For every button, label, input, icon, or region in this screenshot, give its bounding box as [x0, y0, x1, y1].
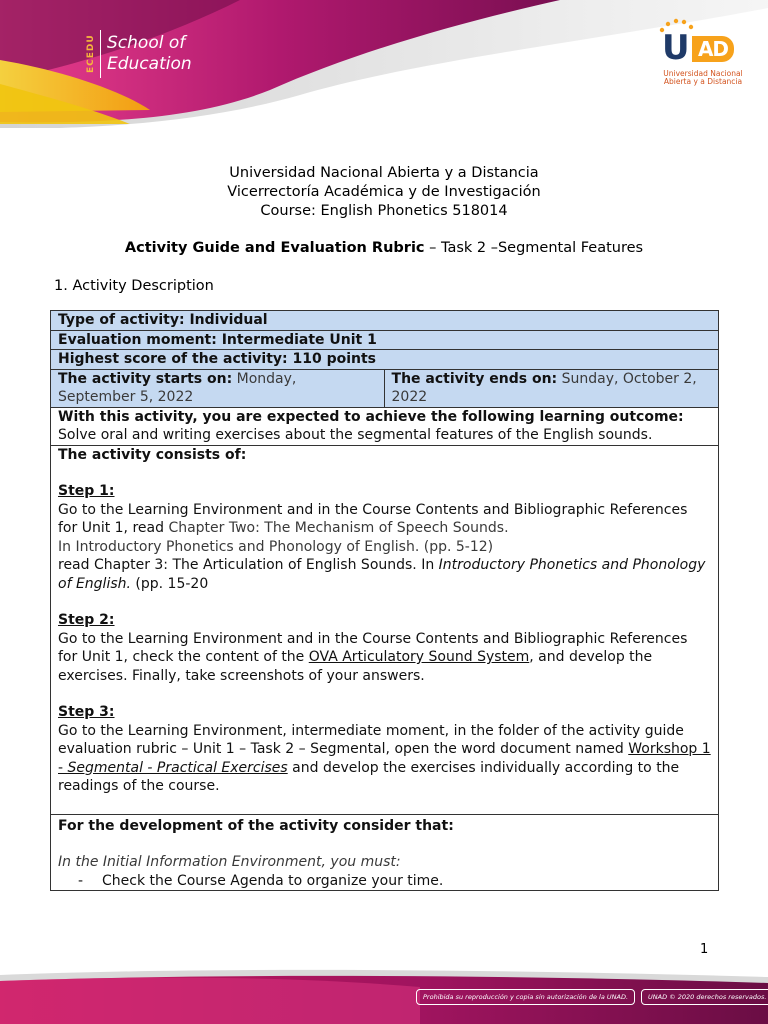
ecedu-tag: ECEDU	[86, 30, 101, 78]
ova-link[interactable]: OVA Articulatory Sound System	[308, 649, 530, 665]
section-heading: 1. Activity Description	[54, 278, 214, 294]
unad-sub-line2: Abierta y a Distancia	[663, 77, 743, 86]
page-footer	[0, 965, 768, 1024]
workshop-link-part2: Segmental - Practical Exercises	[67, 759, 288, 776]
school-logo-line1: School of	[107, 33, 186, 53]
development-label: For the development of the activity consider that:	[58, 817, 454, 834]
start-label: The activity starts on:	[58, 370, 233, 387]
vice-rectory-title: Vicerrectoría Académica y de Investigación	[227, 184, 541, 200]
evaluation-moment-cell: Evaluation moment: Intermediate Unit 1	[51, 330, 719, 350]
unad-sub-line1: Universidad Nacional	[663, 69, 743, 78]
activity-steps-cell	[51, 445, 719, 814]
step3-part-a: Go to the Learning Environment, intermediate moment, in the folder of the activity guide evaluation rubric – Unit 1 – Task 2 – Segmental, open the word document named	[58, 722, 684, 757]
step1-book-title: Introductory Phonetics and Phonology of English.	[58, 557, 706, 592]
step1-part-d: read Chapter 3: The Articulation of English Sounds. In	[58, 557, 439, 573]
step1-text	[58, 501, 711, 538]
guide-title-bold: Activity Guide and Evaluation Rubric	[124, 240, 425, 256]
activity-type-cell: Type of activity: Individual	[51, 311, 719, 331]
step2-part-a: Go to the Learning Environment and in the Course Contents and Bibliographic References for Unit 1, check the content of the	[58, 630, 688, 665]
course-title: Course: English Phonetics 518014	[260, 203, 508, 219]
unad-logo	[658, 18, 748, 86]
start-date: Monday, September 5, 2022	[58, 370, 297, 405]
copyright-note-1: Prohibida su reproducción y copia sin autorización de la UNAD.	[416, 989, 635, 1005]
document-titles	[0, 164, 768, 221]
activity-table	[50, 310, 719, 891]
copyright-note-2: UNAD © 2020 derechos reservados.	[641, 989, 768, 1005]
highest-score-cell: Highest score of the activity: 110 points	[51, 350, 719, 370]
school-logo-line2: Education	[107, 54, 192, 74]
step2-heading: Step 2:	[58, 612, 115, 628]
step3-part-b: and develop the exercises individually according to the readings of the course.	[58, 759, 680, 794]
step1-reference: In Introductory Phonetics and Phonology of English. (pp. 5-12)	[58, 538, 494, 555]
learning-outcome-cell	[51, 407, 719, 445]
step3-heading: Step 3:	[58, 704, 115, 720]
end-date: Sunday, October 2, 2022	[391, 370, 697, 405]
page-header	[0, 0, 768, 130]
step1-heading: Step 1:	[58, 483, 115, 499]
outcome-label: With this activity, you are expected to achieve the following learning outcome:	[58, 408, 684, 425]
initial-environment-text: In the Initial Information Environment, you must:	[58, 854, 401, 870]
step1-text-2	[58, 556, 711, 593]
workshop-link-part1: Workshop 1 -	[58, 741, 711, 776]
list-dash: -	[78, 872, 84, 889]
step2-part-b: , and develop the exercises. Finally, take screenshots of your answers.	[58, 649, 653, 684]
unad-letter-u: U	[662, 28, 688, 68]
guide-title-rest: – Task 2 –Segmental Features	[424, 240, 644, 256]
outcome-text: Solve oral and writing exercises about the segmental features of the English sounds.	[58, 427, 653, 443]
step1-chapter-two: Chapter Two: The Mechanism of Speech Sounds.	[168, 520, 509, 536]
guide-title	[0, 240, 768, 256]
step3-text	[58, 722, 711, 796]
step1-pages: (pp. 15-20	[130, 575, 209, 592]
development-list-item	[58, 872, 711, 891]
step1-part-a: Go to the Learning Environment and in the Course Contents and Bibliographic References for Unit 1, read	[58, 501, 688, 536]
development-item-1: Check the Course Agenda to organize your time.	[102, 872, 444, 889]
end-label: The activity ends on:	[391, 370, 558, 387]
development-cell	[51, 814, 719, 891]
unad-letters-ad: AD	[692, 36, 734, 62]
consists-label: The activity consists of:	[58, 446, 247, 463]
activity-end-cell	[384, 369, 718, 407]
activity-start-cell	[51, 369, 385, 407]
university-title: Universidad Nacional Abierta y a Distancia	[229, 165, 539, 181]
footer-notes	[416, 989, 768, 1005]
step2-text	[58, 630, 711, 686]
page-number: 1	[700, 942, 709, 957]
school-of-education-logo	[86, 30, 192, 78]
